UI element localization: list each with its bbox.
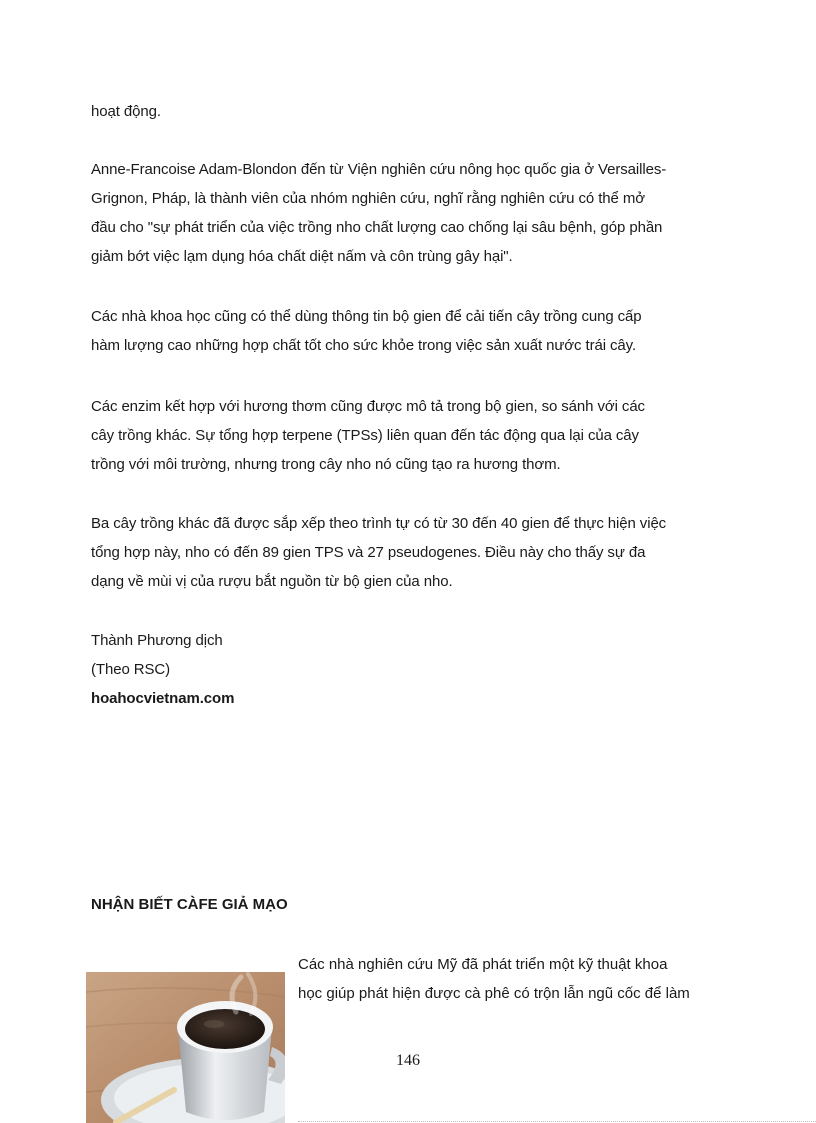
site-credit: hoahocvietnam.com [91, 690, 235, 707]
paragraph-adam-blondon [91, 155, 723, 271]
text-line: dạng về mùi vị của rượu bắt nguồn từ bộ gien của nho. [91, 573, 453, 590]
text-line: giảm bớt việc lạm dụng hóa chất diệt nấm và côn trùng gây hại". [91, 248, 513, 265]
text-line: hàm lượng cao những hợp chất tốt cho sức khỏe trong việc sản xuất nước trái cây. [91, 337, 637, 354]
paragraph-continuation [91, 97, 723, 126]
text-line: Các nhà nghiên cứu Mỹ đã phát triển một kỹ thuật khoa [298, 956, 668, 973]
translator-credit: Thành Phương dịch [91, 632, 223, 649]
text-line: Anne-Francoise Adam-Blondon đến từ Viện nghiên cứu nông học quốc gia ở Versailles- [91, 161, 667, 178]
source-credit: (Theo RSC) [91, 661, 171, 678]
text-line: học giúp phát hiện được cà phê có trộn lẫn ngũ cốc để làm [298, 985, 690, 1002]
credits-block [91, 626, 723, 713]
dotted-divider [298, 1121, 816, 1122]
text-line: Các nhà khoa học cũng có thể dùng thông tin bộ gien để cải tiến cây trồng cung cấp [91, 308, 642, 325]
text-line: tổng hợp này, nho có đến 89 gien TPS và 27 pseudogenes. Điều này cho thấy sự đa [91, 544, 646, 561]
article-intro [298, 950, 728, 1008]
paragraph-enzymes [91, 392, 723, 479]
article-heading: NHẬN BIẾT CÀFE GIẢ MẠO [91, 896, 288, 913]
coffee-cup-image [86, 972, 285, 1123]
paragraph-scientists [91, 302, 723, 360]
text-line: Các enzim kết hợp với hương thơm cũng được mô tả trong bộ gien, so sánh với các [91, 398, 645, 415]
text-line: cây trồng khác. Sự tổng hợp terpene (TPSs) liên quan đến tác động qua lại của cây [91, 427, 639, 444]
text-line: đầu cho "sự phát triển của việc trồng nho chất lượng cao chống lại sâu bệnh, góp phần [91, 219, 663, 236]
text-line: trồng với môi trường, nhưng trong cây nho nó cũng tạo ra hương thơm. [91, 456, 561, 473]
page-number: 146 [396, 1052, 420, 1069]
text-line: Grignon, Pháp, là thành viên của nhóm nghiên cứu, nghĩ rằng nghiên cứu có thể mở [91, 190, 645, 207]
text-line: hoạt động. [91, 103, 161, 120]
paragraph-tps-genes [91, 509, 723, 596]
text-line: Ba cây trồng khác đã được sắp xếp theo trình tự có từ 30 đến 40 gien để thực hiện việc [91, 515, 667, 532]
